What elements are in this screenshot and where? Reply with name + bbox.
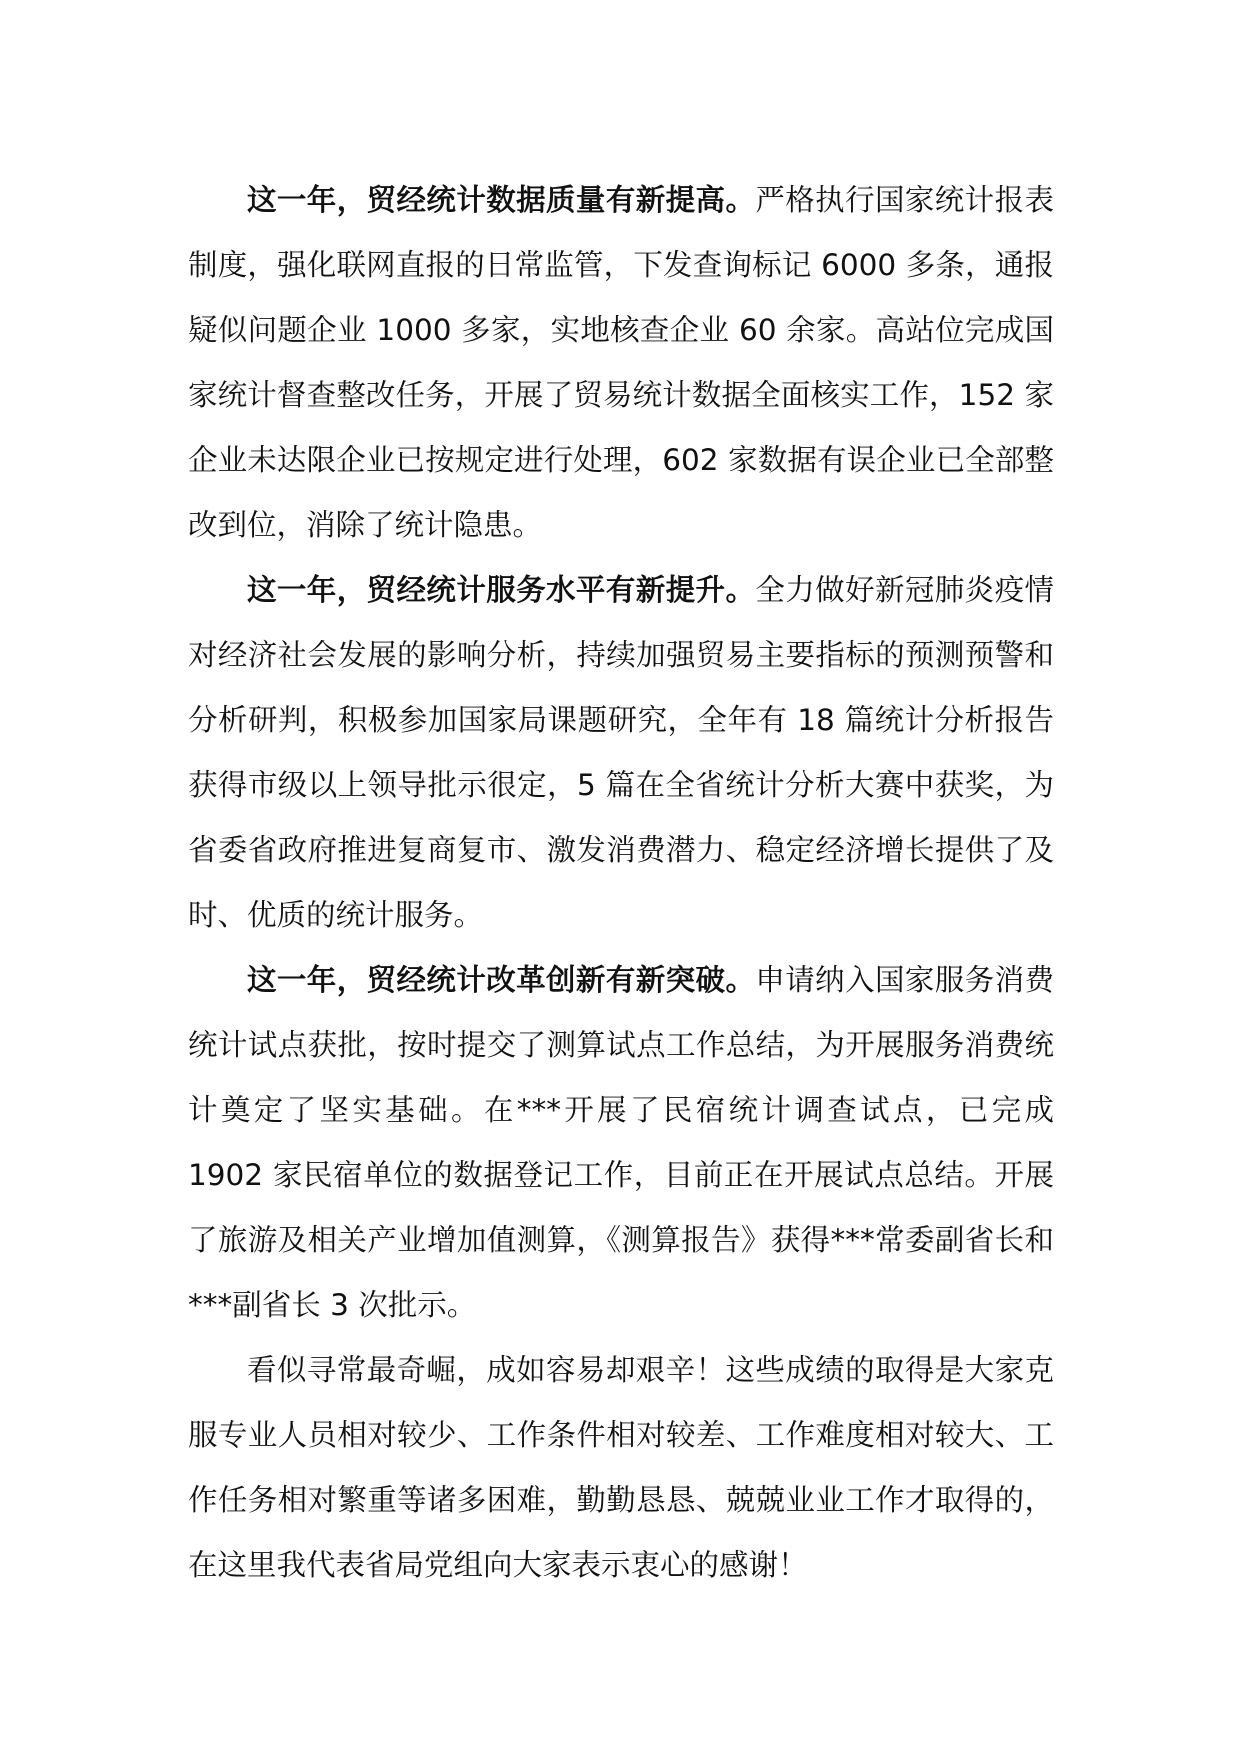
paragraph-data-quality	[188, 168, 1054, 558]
paragraph-text: 全力做好新冠肺炎疫情对经济社会发展的影响分析，持续加强贸易主要指标的预测预警和分析研判，积极参加国家局课题研究，全年有 18 篇统计分析报告获得市级以上领导批示很定，5 篇在全省统计分析大赛中获奖，为省委省政府推进复商复市、激发消费潜力、稳定经济增长提供了及时、优质的统计服务。	[188, 573, 1054, 932]
paragraph-lead: 这一年，贸经统计改革创新有新突破。	[247, 963, 756, 997]
paragraph-reform-innovation	[188, 948, 1054, 1338]
paragraph-thanks	[188, 1338, 1054, 1598]
paragraph-text: 看似寻常最奇崛，成如容易却艰辛！这些成绩的取得是大家克服专业人员相对较少、工作条件相对较差、工作难度相对较大、工作任务相对繁重等诸多困难，勤勤恳恳、兢兢业业工作才取得的，在这里我代表省局党组向大家表示衷心的感谢！	[188, 1353, 1054, 1582]
paragraph-lead: 这一年，贸经统计数据质量有新提高。	[247, 183, 756, 217]
paragraph-lead: 这一年，贸经统计服务水平有新提升。	[247, 573, 756, 607]
document-body	[188, 168, 1054, 1598]
paragraph-service-level	[188, 558, 1054, 948]
paragraph-text: 严格执行国家统计报表制度，强化联网直报的日常监管，下发查询标记 6000 多条，通报疑似问题企业 1000 多家，实地核查企业 60 余家。高站位完成国家统计督查整改任务，开展了贸易统计数据全面核实工作，152 家企业未达限企业已按规定进行处理，602 家数据有误企业已全部整改到位，消除了统计隐患。	[188, 183, 1054, 542]
paragraph-text: 申请纳入国家服务消费统计试点获批，按时提交了测算试点工作总结，为开展服务消费统计奠定了坚实基础。在***开展了民宿统计调查试点，已完成 1902 家民宿单位的数据登记工作，目前正在开展试点总结。开展了旅游及相关产业增加值测算，《测算报告》获得***常委副省长和***副省长 3 次批示。	[188, 963, 1054, 1322]
